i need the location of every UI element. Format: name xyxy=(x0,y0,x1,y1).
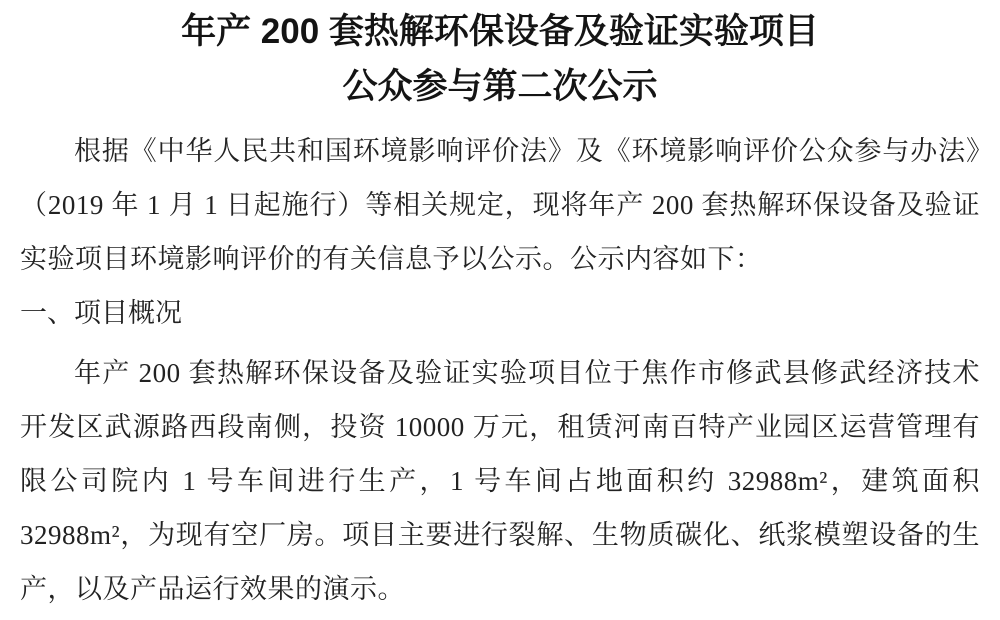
project-overview-paragraph: 年产 200 套热解环保设备及验证实验项目位于焦作市修武县修武经济技术开发区武源路西段南侧，投资 10000 万元，租赁河南百特产业园区运营管理有限公司院内 1 号车间进行生产，1 号车间占地面积约 32988m²，建筑面积 32988m²，为现有空厂房。项目主要进行裂解、生物质碳化、纸浆模塑设备的生产，以及产品运行效果的演示。 xyxy=(20,358,980,604)
title-line-1: 年产 200 套热解环保设备及验证实验项目 xyxy=(181,12,819,51)
intro-paragraph: 根据《中华人民共和国环境影响评价法》及《环境影响评价公众参与办法》（2019 年 1 月 1 日起施行）等相关规定，现将年产 200 套热解环保设备及验证实验项目环境影响评价的有关信息予以公示。公示内容如下： xyxy=(20,136,980,274)
section-1-heading: 一、项目概况 xyxy=(20,298,182,328)
title-line-2: 公众参与第二次公示 xyxy=(342,67,658,106)
document-title xyxy=(20,4,980,114)
